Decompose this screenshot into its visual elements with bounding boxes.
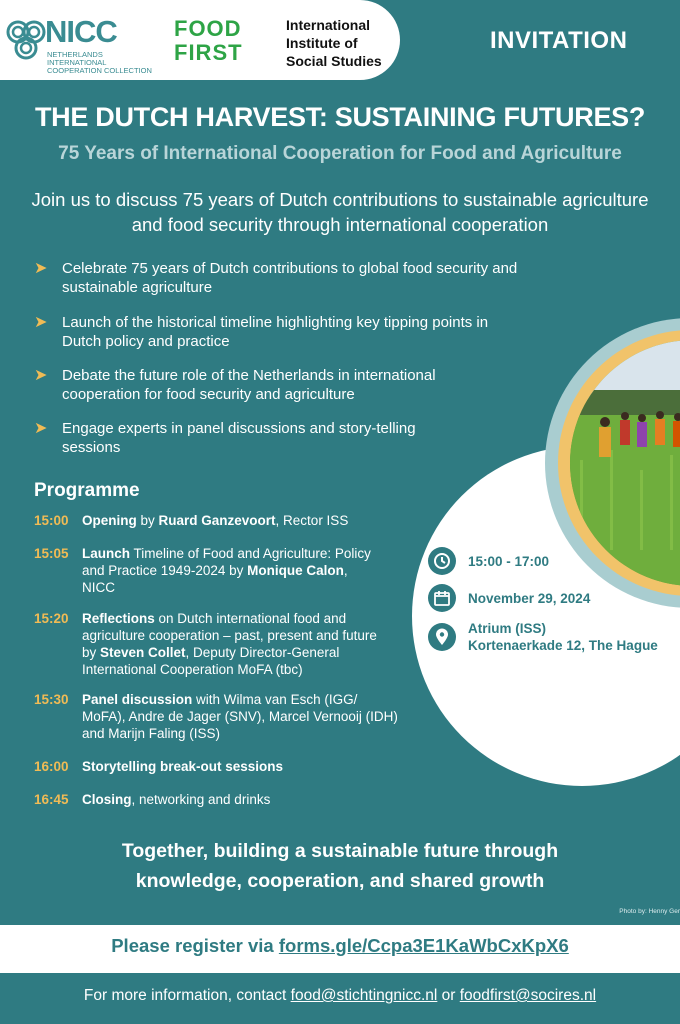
programme-speaker: Monique Calon [247, 563, 344, 578]
programme-bold: Storytelling break-out sessions [82, 759, 284, 774]
arrow-icon: ➤ [34, 314, 48, 331]
info-venue [428, 620, 658, 654]
programme-item [34, 791, 392, 808]
arrow-icon: ➤ [34, 260, 48, 277]
contact-text [0, 987, 680, 1005]
programme-bold: Opening [82, 513, 137, 528]
programme-role: , Deputy Director-General International Cooperation MoFA (tbc) [82, 645, 340, 677]
programme-text: Timeline of Food and Agriculture: Policy and Practice 1949-2024 by [82, 546, 371, 578]
clock-icon [428, 547, 456, 575]
venue-name: Atrium (ISS) [468, 621, 547, 636]
contact-email-nicc[interactable]: food@stichtingnicc.nl [290, 987, 438, 1004]
programme-item [34, 758, 392, 775]
programme-text: with Wilma van Esch (IGG/ MoFA), Andre de Jager (SNV), Marcel Vernooij (IDH) and Marijn Faling (ISS) [82, 692, 398, 741]
nicc-logo-icon [6, 18, 46, 62]
bullet-text: Engage experts in panel discussions and story-telling sessions [62, 420, 416, 456]
register-prefix: Please register via [111, 935, 279, 956]
programme-speaker: Steven Collet [100, 645, 186, 660]
programme-text: , networking and drinks [131, 792, 271, 807]
venue-address: Kortenaerkade 12, The Hague [468, 638, 658, 653]
programme-item [34, 545, 382, 596]
info-date [428, 584, 590, 612]
arrow-icon: ➤ [34, 420, 48, 437]
bullet-item [34, 259, 554, 297]
programme-bold: Reflections [82, 611, 155, 626]
event-title: THE DUTCH HARVEST: SUSTAINING FUTURES? [34, 102, 646, 132]
programme-bold: Closing [82, 792, 132, 807]
programme-speaker: Ruard Ganzevoort [158, 513, 276, 528]
programme-time: 15:30 [34, 692, 69, 707]
iss-name: International Institute of Social Studies [286, 17, 382, 69]
programme-bold: Panel discussion [82, 692, 193, 707]
event-date: November 29, 2024 [468, 590, 591, 606]
contact-email-foodfirst[interactable]: foodfirst@socires.nl [459, 987, 597, 1004]
foodfirst-line1: FOOD [174, 16, 242, 41]
closing-statement [0, 836, 680, 896]
calendar-icon [428, 584, 456, 612]
bullet-text: Debate the future role of the Netherlands in international cooperation for food security and agriculture [62, 367, 436, 403]
programme-text: by [136, 513, 159, 528]
contact-middle: or [437, 987, 460, 1004]
foodfirst-line2: FIRST [174, 40, 243, 65]
programme-time: 15:05 [34, 546, 69, 561]
register-text [0, 935, 680, 957]
invitation-label: INVITATION [490, 27, 628, 54]
location-pin-icon [428, 623, 456, 651]
arrow-icon: ➤ [34, 367, 48, 384]
programme-time: 15:20 [34, 611, 69, 626]
programme-heading: Programme [34, 480, 140, 501]
nicc-subtitle: NETHERLANDS INTERNATIONAL COOPERATION COLLECTION [47, 50, 152, 75]
programme-item [34, 512, 392, 529]
programme-bold: Launch [82, 546, 131, 561]
intro-text: Join us to discuss 75 years of Dutch contributions to sustainable agriculture and food security through international cooperation [31, 189, 649, 235]
closing-line2: knowledge, cooperation, and shared growth [135, 870, 545, 892]
info-time [428, 547, 549, 575]
bullet-item [34, 419, 434, 457]
programme-role: , NICC [82, 563, 348, 595]
bullet-item [34, 313, 504, 351]
programme-time: 15:00 [34, 513, 69, 528]
bullet-text: Celebrate 75 years of Dutch contributions to global food security and sustainable agriculture [62, 260, 518, 296]
programme-time: 16:00 [34, 759, 69, 774]
register-link[interactable]: forms.gle/Ccpa3E1KaWbCxKpX6 [278, 935, 569, 956]
programme-item [34, 610, 392, 678]
contact-prefix: For more information, contact [83, 987, 291, 1004]
event-subtitle: 75 Years of International Cooperation for Food and Agriculture [58, 143, 622, 164]
programme-time: 16:45 [34, 792, 69, 807]
bullet-text: Launch of the historical timeline highlighting key tipping points in Dutch policy and practice [62, 314, 489, 350]
programme-item [34, 691, 402, 742]
nicc-name: NICC [45, 14, 117, 49]
logo-bar [0, 0, 400, 80]
bullet-item [34, 366, 514, 404]
closing-line1: Together, building a sustainable future through [121, 840, 559, 862]
programme-text: on Dutch international food and agriculture cooperation – past, present and future by [82, 611, 377, 660]
photo-credit: Photo by: Henny Ger [619, 908, 680, 915]
programme-role: , Rector ISS [275, 513, 349, 528]
event-time: 15:00 - 17:00 [468, 553, 550, 569]
